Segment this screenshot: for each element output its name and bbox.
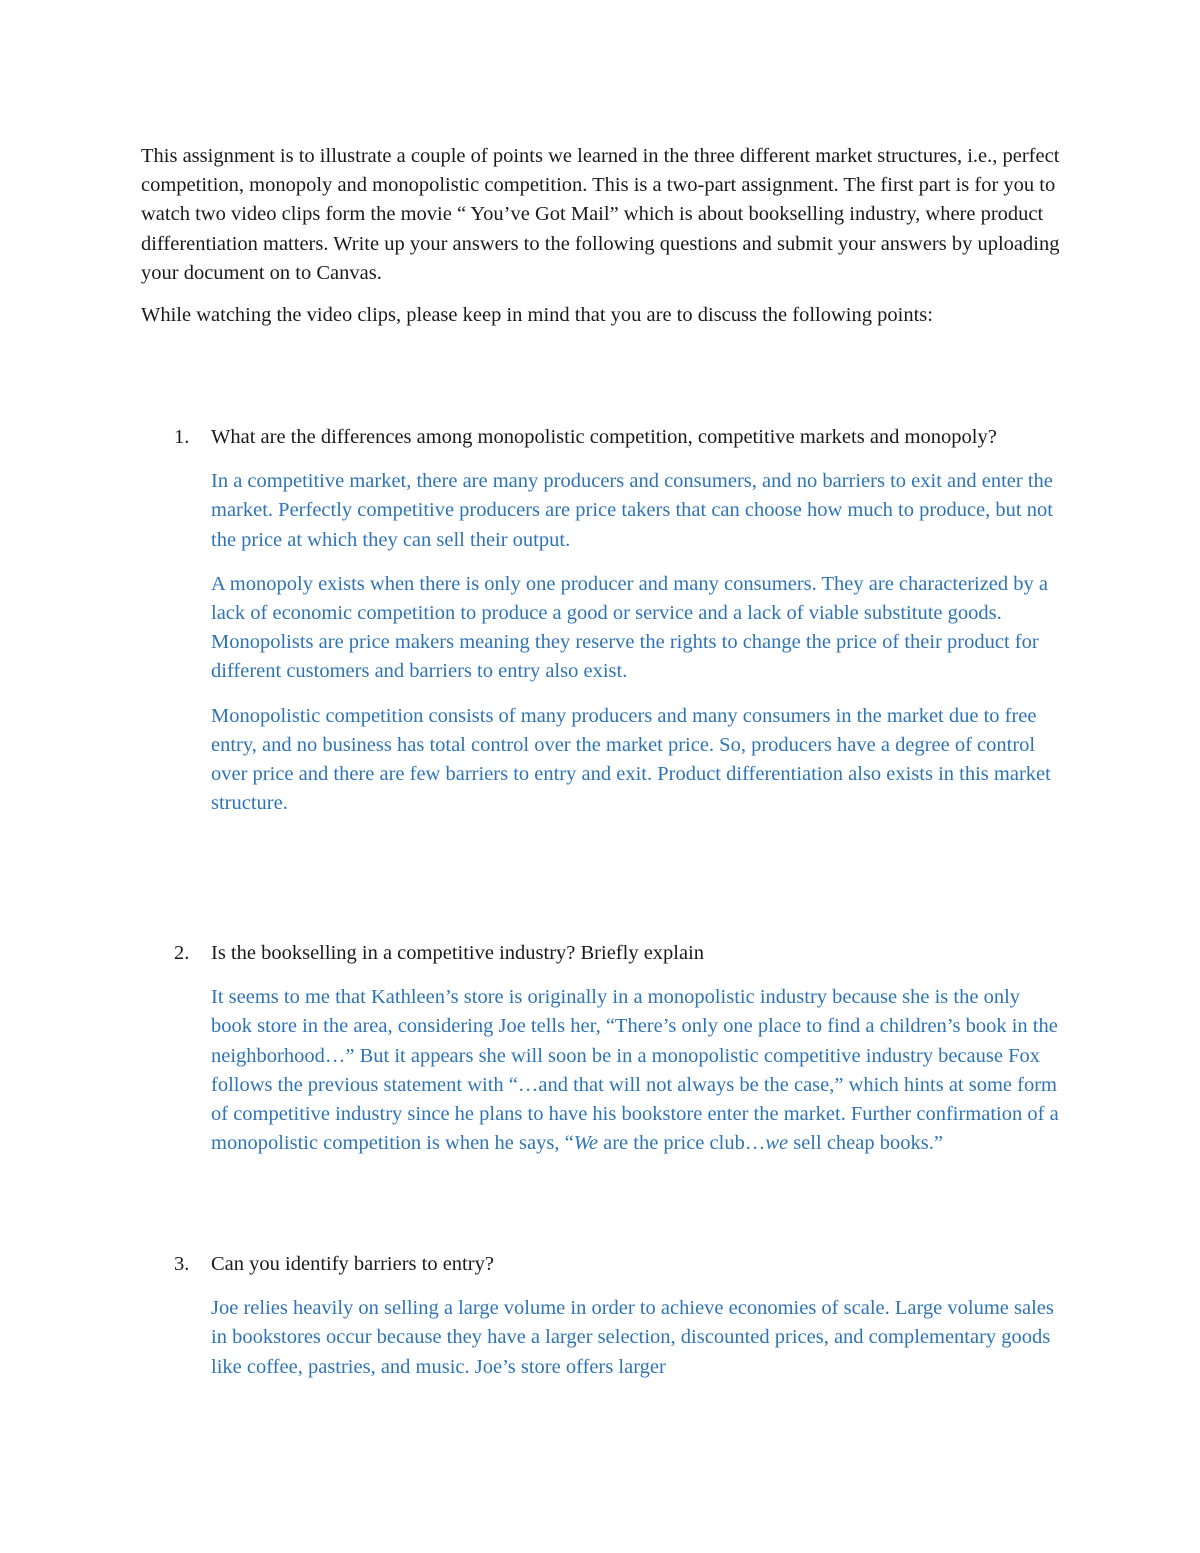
answer-emphasis: We <box>573 1132 598 1155</box>
intro-paragraph: This assignment is to illustrate a couple of points we learned in the three different market structures, i.e., perfect competition, monopoly and monopolistic competition. This is a two-part assignment. The first part is for you to watch two video clips form the movie “ You’ve Got Mail” which is about bookselling industry, where product differentiation matters. Write up your answers to the following questions and submit your answers by uploading your document on to Canvas. <box>141 145 1060 284</box>
answer-paragraph: In a competitive market, there are many producers and consumers, and no barriers to exit and enter the market. Perfectly competitive producers are price takers that can choose how much to produce, but not the price at which they can sell their output. <box>211 470 1053 551</box>
question-number: 3. <box>174 1253 190 1275</box>
question-3 <box>174 1250 1064 1382</box>
answer-paragraph: A monopoly exists when there is only one producer and many consumers. They are characterized by a lack of economic competition to produce a good or service and a lack of viable substitute goods. Monopolists are price makers meaning they reserve the rights to change the price of their product for different customers and barriers to entry also exist. <box>211 572 1049 683</box>
answer-paragraph: Joe relies heavily on selling a large volume in order to achieve economies of scale. Large volume sales in bookstores occur because they have a larger selection, discounted prices, and complementary goods like coffee, pastries, and music. Joe’s store offers larger <box>211 1297 1054 1378</box>
question-2-header <box>174 939 1064 968</box>
question-3-answers <box>211 1294 1064 1382</box>
answer-text: sell cheap books.” <box>788 1132 943 1155</box>
question-number: 1. <box>174 426 190 448</box>
instruction-paragraph: While watching the video clips, please keep in mind that you are to discuss the following points: <box>141 304 933 327</box>
answer-paragraph <box>211 983 1064 1158</box>
intro-section <box>141 142 1061 330</box>
answer-paragraph: Monopolistic competition consists of many producers and many consumers in the market due to free entry, and no business has total control over the market price. So, producers have a degree of control over price and there are few barriers to entry and exit. Product differentiation also exists in this market structure. <box>211 704 1051 815</box>
question-2-answers <box>211 983 1064 1158</box>
question-text: Can you identify barriers to entry? <box>211 1253 494 1275</box>
question-text: Is the bookselling in a competitive industry? Briefly explain <box>211 942 705 964</box>
question-1 <box>174 423 1064 818</box>
answer-emphasis: we <box>765 1132 789 1155</box>
answer-text: It seems to me that Kathleen’s store is originally in a monopolistic industry because she is the only book store in the area, considering Joe tells her, “There’s only one place to find a children’s book in the neighborhood…” But it appears she will soon be in a monopolistic competitive industry because Fox follows the previous statement with “…and that will not always be the case,” which hints at some form of competitive industry since he plans to have his bookstore enter the market. Further confirmation of a monopolistic competition is when he says, “ <box>211 986 1059 1155</box>
question-3-header <box>174 1250 1064 1279</box>
question-text: What are the differences among monopolistic competition, competitive markets and monopoly? <box>211 426 997 448</box>
question-1-answers <box>211 467 1064 818</box>
question-1-header <box>174 423 1064 452</box>
question-number: 2. <box>174 942 190 964</box>
question-2 <box>174 939 1064 1158</box>
answer-text: are the price club… <box>597 1132 766 1155</box>
